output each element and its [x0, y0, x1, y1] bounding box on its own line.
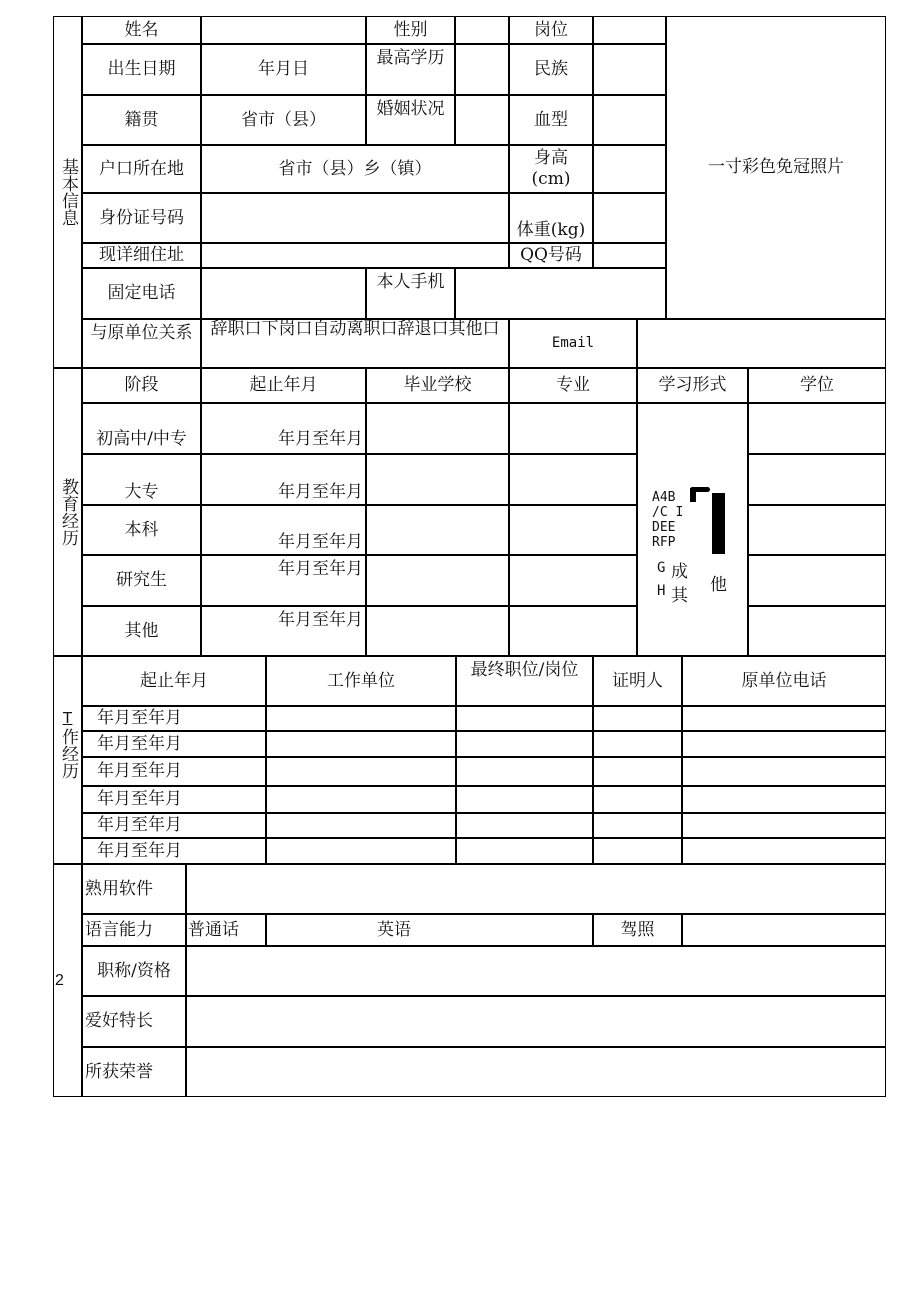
address-label: 现详细住址 [82, 243, 201, 268]
study-form-mark-bar [712, 493, 725, 554]
post-field[interactable] [593, 16, 666, 44]
language-label: 语言能力 [82, 914, 186, 946]
work-period[interactable]: 年月至年月 [82, 706, 266, 731]
photo-box[interactable] [666, 16, 886, 319]
hukou-label: 户口所在地 [82, 145, 201, 193]
section-basic-info: 基本信息 [53, 16, 82, 368]
license-field[interactable] [682, 914, 886, 946]
work-position[interactable] [456, 757, 593, 786]
degree-label: 最高学历 [366, 44, 455, 95]
phone-field[interactable] [201, 268, 366, 319]
work-witness[interactable] [593, 813, 682, 838]
birth-field[interactable]: 年月日 [201, 44, 366, 95]
work-phone[interactable] [682, 786, 886, 813]
address-field[interactable] [201, 243, 509, 268]
work-header-phone: 原单位电话 [682, 656, 886, 706]
work-phone[interactable] [682, 838, 886, 864]
study-form-g: G [657, 560, 666, 576]
edu-stage: 其他 [82, 606, 201, 656]
hukou-field[interactable]: 省市（县）乡（镇） [201, 145, 509, 193]
section-education: 教育经历 [53, 368, 82, 656]
mobile-field[interactable] [455, 268, 666, 319]
native-field[interactable]: 省市（县） [201, 95, 366, 145]
edu-major[interactable] [509, 606, 637, 656]
work-phone[interactable] [682, 706, 886, 731]
honor-label: 所获荣誉 [82, 1047, 186, 1097]
weight-label: 体重(kg) [509, 193, 593, 243]
work-header-period: 起止年月 [82, 656, 266, 706]
title-label: 职称/资格 [82, 946, 186, 996]
edu-stage: 研究生 [82, 555, 201, 606]
height-label: 身高(cm) [509, 145, 593, 193]
edu-degree[interactable] [748, 606, 886, 656]
work-company[interactable] [266, 706, 456, 731]
work-period[interactable]: 年月至年月 [82, 813, 266, 838]
work-period[interactable]: 年月至年月 [82, 838, 266, 864]
work-witness[interactable] [593, 786, 682, 813]
blood-label: 血型 [509, 95, 593, 145]
study-form-mark-arch [690, 487, 710, 492]
software-label: 熟用软件 [82, 864, 186, 914]
work-period[interactable]: 年月至年月 [82, 786, 266, 813]
license-label: 驾照 [593, 914, 682, 946]
email-label: Email [509, 319, 637, 368]
study-form-cheng: 成 [671, 562, 688, 582]
work-section-t-mark: T [62, 710, 73, 727]
work-company[interactable] [266, 786, 456, 813]
edu-stage: 初高中/中专 [82, 403, 201, 454]
edu-major[interactable] [509, 505, 637, 555]
work-header-witness: 证明人 [593, 656, 682, 706]
hobby-field[interactable] [186, 996, 886, 1047]
work-position[interactable] [456, 786, 593, 813]
edu-period[interactable]: 年月至年月 [201, 606, 366, 656]
work-phone[interactable] [682, 731, 886, 757]
edu-degree[interactable] [748, 505, 886, 555]
edu-header-school: 毕业学校 [366, 368, 509, 403]
phone-label: 固定电话 [82, 268, 201, 319]
edu-period[interactable]: 年月至年月 [201, 403, 366, 454]
work-phone[interactable] [682, 757, 886, 786]
work-company[interactable] [266, 838, 456, 864]
work-company[interactable] [266, 813, 456, 838]
work-witness[interactable] [593, 757, 682, 786]
edu-header-major: 专业 [509, 368, 637, 403]
work-company[interactable] [266, 757, 456, 786]
ethnic-label: 民族 [509, 44, 593, 95]
blood-field[interactable] [593, 95, 666, 145]
work-header-company: 工作单位 [266, 656, 456, 706]
work-witness[interactable] [593, 706, 682, 731]
marital-field[interactable] [455, 95, 509, 145]
edu-period[interactable]: 年月至年月 [201, 505, 366, 555]
section-work-history: T 作经历 [53, 656, 82, 864]
work-position[interactable] [456, 813, 593, 838]
edu-degree[interactable] [748, 403, 886, 454]
work-witness[interactable] [593, 838, 682, 864]
edu-school[interactable] [366, 454, 509, 505]
edu-header-period: 起止年月 [201, 368, 366, 403]
edu-school[interactable] [366, 505, 509, 555]
hobby-label: 爱好特长 [82, 996, 186, 1047]
native-label: 籍贯 [82, 95, 201, 145]
edu-major[interactable] [509, 403, 637, 454]
edu-major[interactable] [509, 555, 637, 606]
work-phone[interactable] [682, 813, 886, 838]
edu-major[interactable] [509, 454, 637, 505]
study-form-garbled-text: A4B /C I DEE RFP [652, 490, 684, 550]
edu-period[interactable]: 年月至年月 [201, 555, 366, 606]
marital-label: 婚姻状况 [366, 95, 455, 145]
mobile-label: 本人手机 [366, 268, 455, 319]
edu-school[interactable] [366, 403, 509, 454]
edu-stage: 大专 [82, 454, 201, 505]
work-header-position: 最终职位/岗位 [456, 656, 593, 706]
gender-field[interactable] [455, 16, 509, 44]
work-position[interactable] [456, 731, 593, 757]
edu-stage: 本科 [82, 505, 201, 555]
english-label: 英语 [266, 914, 593, 946]
degree-field[interactable] [455, 44, 509, 95]
email-field[interactable] [637, 319, 886, 368]
edu-school[interactable] [366, 555, 509, 606]
edu-period[interactable]: 年月至年月 [201, 454, 366, 505]
section-skills: 2 [53, 864, 82, 1097]
birth-label: 出生日期 [82, 44, 201, 95]
work-witness[interactable] [593, 731, 682, 757]
idcard-label: 身份证号码 [82, 193, 201, 243]
honor-field[interactable] [186, 1047, 886, 1097]
study-form-ta: 他 [710, 575, 727, 595]
name-label: 姓名 [82, 16, 201, 44]
edu-header-form: 学习形式 [637, 368, 748, 403]
qq-field[interactable] [593, 243, 666, 268]
mandarin-label: 普通话 [186, 914, 266, 946]
weight-field[interactable] [593, 193, 666, 243]
qq-label: QQ号码 [509, 243, 593, 268]
post-label: 岗位 [509, 16, 593, 44]
edu-degree[interactable] [748, 454, 886, 505]
edu-header-degree: 学位 [748, 368, 886, 403]
work-company[interactable] [266, 731, 456, 757]
edu-degree[interactable] [748, 555, 886, 606]
edu-header-stage: 阶段 [82, 368, 201, 403]
work-period[interactable]: 年月至年月 [82, 731, 266, 757]
work-position[interactable] [456, 706, 593, 731]
height-field[interactable] [593, 145, 666, 193]
photo-caption: 一寸彩色免冠照片 [708, 157, 844, 178]
idcard-field[interactable] [201, 193, 509, 243]
study-form-qi: 其 [671, 586, 688, 606]
gender-label: 性别 [366, 16, 455, 44]
work-position[interactable] [456, 838, 593, 864]
software-field[interactable] [186, 864, 886, 914]
work-period[interactable]: 年月至年月 [82, 757, 266, 786]
relation-label: 与原单位关系 [82, 319, 201, 368]
edu-school[interactable] [366, 606, 509, 656]
title-field[interactable] [186, 946, 886, 996]
relation-options[interactable]: 辞职口下岗口自动离职口辞退口其他口 [201, 319, 509, 368]
ethnic-field[interactable] [593, 44, 666, 95]
name-field[interactable] [201, 16, 366, 44]
study-form-h: H [657, 583, 666, 599]
